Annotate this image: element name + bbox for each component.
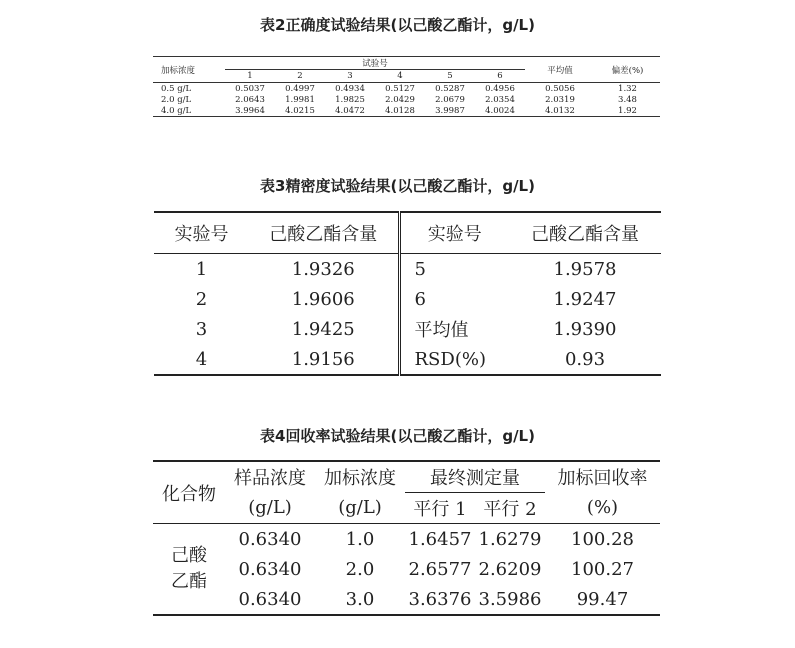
table-row (154, 284, 661, 314)
table2-cell: 0.4934 (325, 83, 375, 95)
table3-title: 表3精密度试验结果(以己酸乙酯计，g/L) (260, 177, 535, 195)
table4-cell: 3.6376 (405, 584, 475, 615)
table4-cell: 100.28 (571, 528, 634, 550)
table3-cell: 1.9390 (553, 318, 617, 340)
table3-cell: 2 (195, 288, 208, 310)
table4-cell: 0.6340 (238, 558, 302, 580)
table-row (153, 584, 660, 615)
table4-header-recovery: 加标回收率 (545, 461, 660, 493)
table2-header-trial-5: 5 (447, 71, 453, 81)
table4-header-measured: 最终测定量 (405, 461, 545, 493)
table2-cell: 2.0354 (485, 94, 515, 105)
table3-cell: 1.9606 (249, 284, 399, 314)
table3-cell: 4 (154, 344, 249, 375)
table3-header-content: 己酸乙酯含量 (249, 212, 399, 254)
table3-cell: 平均值 (414, 320, 469, 341)
table3-cell: 3 (195, 318, 208, 340)
table2-cell: 0.4956 (475, 83, 525, 95)
table2-cell: 4.0024 (475, 105, 525, 117)
table2-cell: 0.5037 (225, 83, 275, 95)
table4-cell: 100.27 (571, 558, 634, 580)
table2-header-trial-4: 4 (397, 71, 403, 81)
table3-cell: 0.93 (509, 344, 661, 375)
table2-cell: 0.4997 (275, 83, 325, 95)
table2-cell-dev: 1.92 (595, 105, 660, 117)
table2 (153, 56, 660, 117)
table4-header-spike-unit: (g/L) (315, 493, 405, 524)
table3-cell: RSD(%) (399, 344, 509, 375)
table-row (153, 105, 660, 117)
table4-cell: 99.47 (545, 584, 660, 615)
table-row (153, 554, 660, 584)
table2-cell: 1.9981 (285, 94, 315, 105)
table4-cell: 3.0 (315, 584, 405, 615)
table3-cell: 5 (414, 258, 426, 280)
table2-cell-avg: 2.0319 (545, 94, 575, 105)
table2-cell: 3.9987 (425, 105, 475, 117)
table2-cell: 2.0679 (435, 94, 465, 105)
table4-cell: 1.6279 (478, 528, 542, 550)
table4-header-row-2 (153, 493, 660, 524)
table2-cell: 2.0429 (385, 94, 415, 105)
table-row (153, 94, 660, 105)
table2-header-trial-1: 1 (247, 71, 253, 81)
table4-title: 表4回收率试验结果(以己酸乙酯计，g/L) (260, 427, 535, 445)
table2-header-trial-3: 3 (347, 71, 353, 81)
table4-cell: 2.6209 (478, 558, 542, 580)
table4-header-parallel-2: 平行 2 (475, 493, 545, 524)
table3-header-content-2: 己酸乙酯含量 (509, 212, 661, 254)
table4-cell-compound (153, 524, 225, 616)
table2-header-average: 平均值 (547, 65, 573, 76)
table2-cell-avg: 4.0132 (525, 105, 595, 117)
table2-cell: 0.5127 (375, 83, 425, 95)
table3-header-row (154, 212, 661, 254)
table2-cell: 0.5287 (425, 83, 475, 95)
table4-cell: 1.0 (345, 528, 375, 550)
table2-cell: 3.9964 (225, 105, 275, 117)
table3-cell: 1.9425 (249, 314, 399, 344)
table4-header-recovery-unit: (%) (545, 493, 660, 524)
table3-cell: 1.9156 (249, 344, 399, 375)
table4-header-parallel-1: 平行 1 (405, 493, 475, 524)
table3-cell: 6 (414, 288, 426, 310)
table2-cell-dev: 3.48 (618, 94, 637, 105)
table4 (153, 460, 660, 616)
table2-cell: 1.9825 (335, 94, 365, 105)
table4-cell: 3.5986 (475, 584, 545, 615)
table3-cell: 1.9247 (553, 288, 617, 310)
table4-header-sample-unit: (g/L) (225, 493, 315, 524)
table2-header-trial-2: 2 (297, 71, 303, 81)
table4-compound-line-1: 己酸 (171, 545, 207, 566)
table4-cell: 2.6577 (408, 558, 472, 580)
table2-header-trial-group: 试验号 (225, 57, 525, 70)
table-row (154, 344, 661, 375)
table3-header-trial-2: 实验号 (399, 212, 509, 254)
table4-header-row-1 (153, 461, 660, 493)
table2-cell-conc: 2.0 g/L (161, 94, 192, 105)
table2-cell: 4.0215 (275, 105, 325, 117)
table-row (153, 524, 660, 555)
table3 (154, 211, 661, 376)
table2-header-trial-6: 6 (497, 71, 503, 81)
table2-cell-dev: 1.32 (595, 83, 660, 95)
table-row (154, 254, 661, 285)
table4-cell: 0.6340 (225, 584, 315, 615)
table2-cell-conc: 0.5 g/L (153, 83, 225, 95)
table2-header-deviation: 偏差(%) (611, 65, 644, 76)
table4-header-compound: 化合物 (153, 461, 225, 524)
table3-cell: 1.9578 (553, 258, 617, 280)
table2-header-concentration: 加标浓度 (161, 65, 196, 76)
table3-cell: 1.9326 (249, 254, 399, 285)
table4-cell: 2.0 (345, 558, 375, 580)
table2-cell: 4.0128 (375, 105, 425, 117)
table4-compound-line-2: 乙酯 (171, 571, 207, 592)
table2-cell-conc: 4.0 g/L (153, 105, 225, 117)
table2-title: 表2正确度试验结果(以己酸乙酯计，g/L) (260, 16, 535, 34)
table2-cell: 2.0643 (235, 94, 265, 105)
table4-cell: 1.6457 (408, 528, 472, 550)
table4-header-spike: 加标浓度 (315, 461, 405, 493)
table4-cell: 0.6340 (238, 528, 302, 550)
table2-cell: 4.0472 (325, 105, 375, 117)
table-row (154, 314, 661, 344)
table-row (153, 83, 660, 95)
table3-header-trial: 实验号 (154, 212, 249, 254)
table2-cell-avg: 0.5056 (525, 83, 595, 95)
table4-header-sample: 样品浓度 (225, 461, 315, 493)
table3-cell: 1 (195, 258, 208, 280)
